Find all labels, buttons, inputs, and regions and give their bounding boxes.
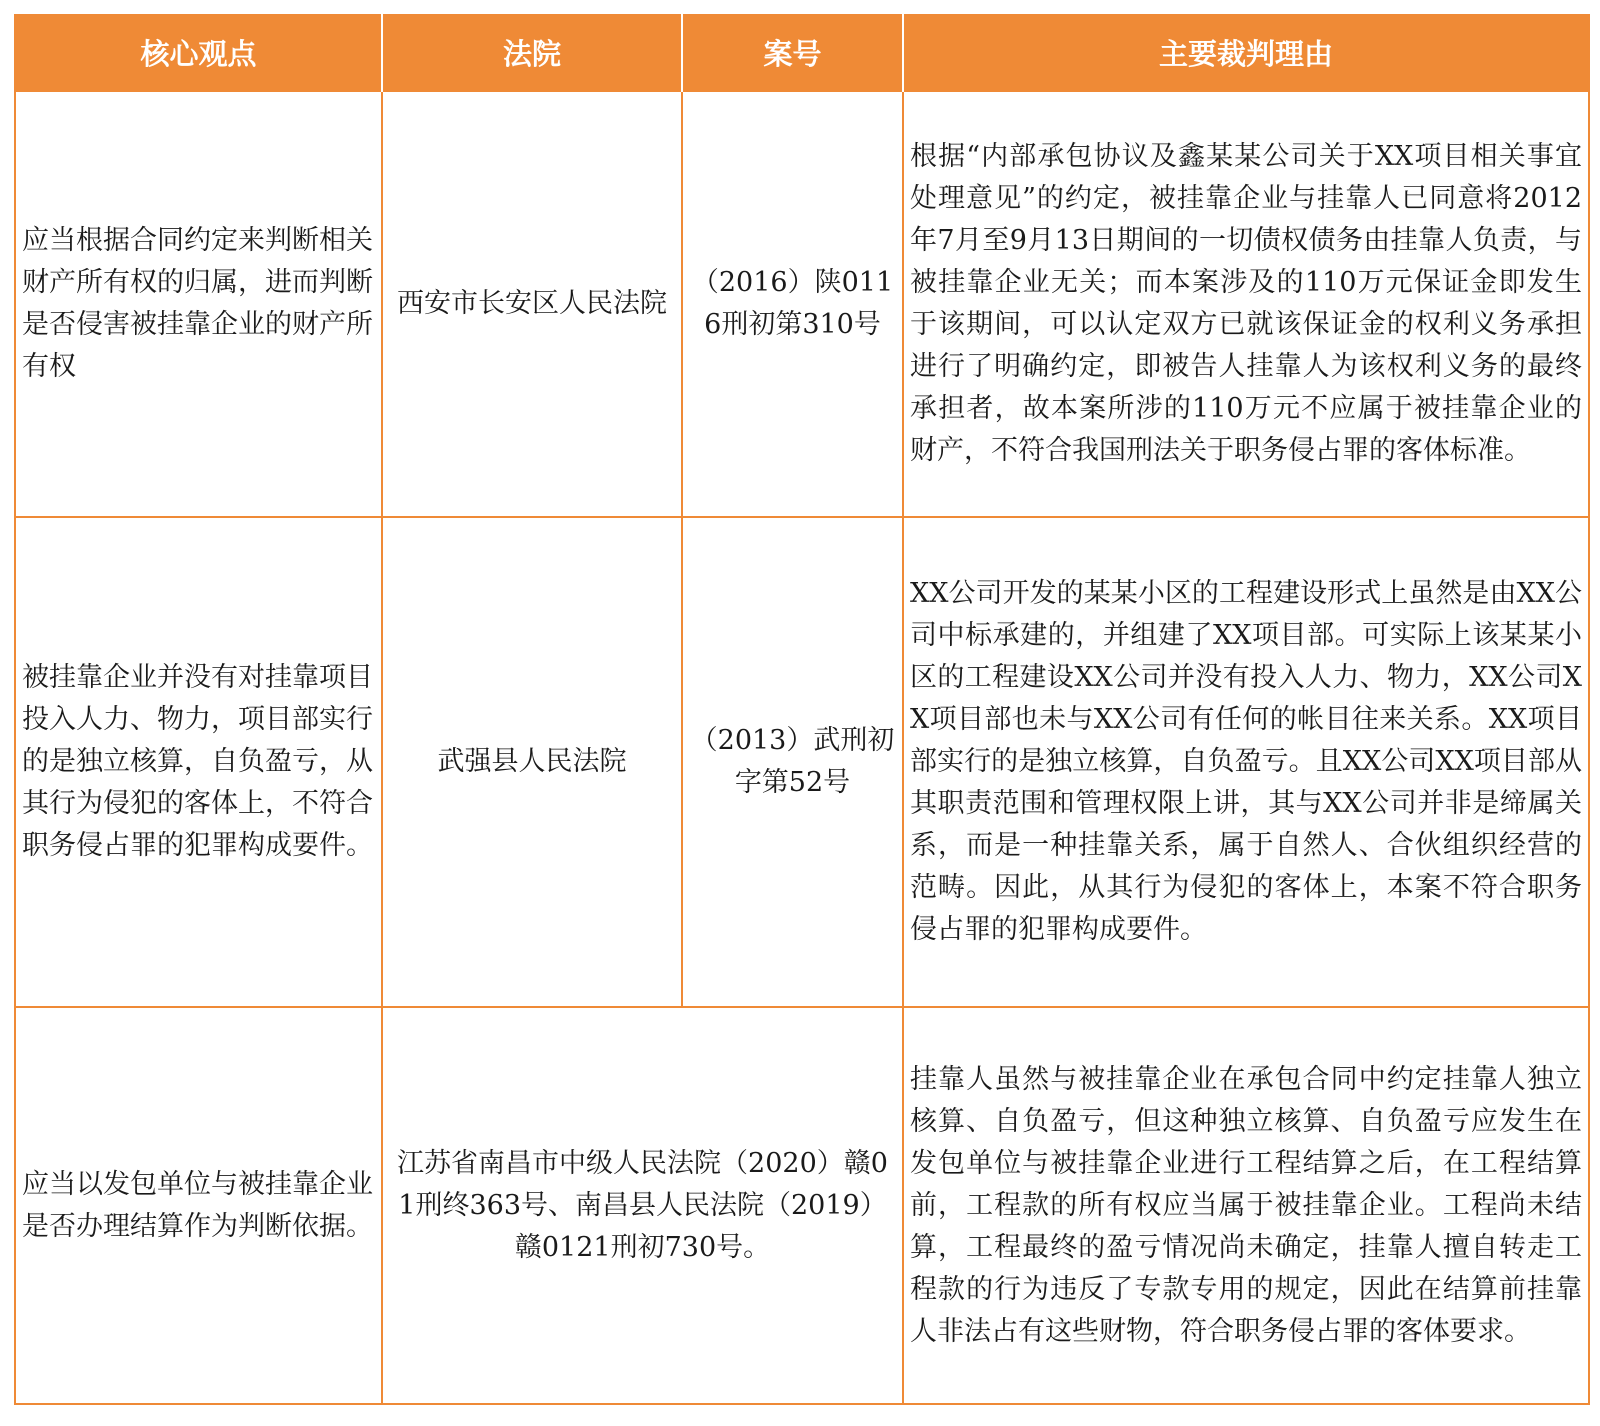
- table-row: [15, 517, 1589, 1007]
- table-row: [15, 1007, 1589, 1404]
- cell-viewpoint: 被挂靠企业并没有对挂靠项目投入人力、物力，项目部实行的是独立核算，自负盈亏，从其行为侵犯的客体上，不符合职务侵占罪的犯罪构成要件。: [15, 517, 382, 1007]
- cell-reason: 根据“内部承包协议及鑫某某公司关于XX项目相关事宜处理意见”的约定，被挂靠企业与挂靠人已同意将2012年7月至9月13日期间的一切债权债务由挂靠人负责，与被挂靠企业无关；而本案涉及的110万元保证金即发生于该期间，可以认定双方已就该保证金的权利义务承担进行了明确约定，即被告人挂靠人为该权利义务的最终承担者，故本案所涉的110万元不应属于被挂靠企业的财产，不符合我国刑法关于职务侵占罪的客体标准。: [903, 91, 1589, 517]
- cell-reason: XX公司开发的某某小区的工程建设形式上虽然是由XX公司中标承建的，并组建了XX项目部。可实际上该某某小区的工程建设XX公司并没有投入人力、物力，XX公司XX项目部也未与XX公司有任何的帐目往来关系。XX项目部实行的是独立核算，自负盈亏。且XX公司XX项目部从其职责范围和管理权限上讲，其与XX公司并非是缔属关系，而是一种挂靠关系，属于自然人、合伙组织经营的范畴。因此，从其行为侵犯的客体上，本案不符合职务侵占罪的犯罪构成要件。: [903, 517, 1589, 1007]
- cell-reason: 挂靠人虽然与被挂靠企业在承包合同中约定挂靠人独立核算、自负盈亏，但这种独立核算、自负盈亏应发生在发包单位与被挂靠企业进行工程结算之后，在工程结算前，工程款的所有权应当属于被挂靠企业。工程尚未结算，工程最终的盈亏情况尚未确定，挂靠人擅自转走工程款的行为违反了专款专用的规定，因此在结算前挂靠人非法占有这些财物，符合职务侵占罪的客体要求。: [903, 1007, 1589, 1404]
- header-court: 法院: [382, 14, 682, 91]
- case-table: [14, 14, 1590, 1405]
- cell-viewpoint: 应当以发包单位与被挂靠企业是否办理结算作为判断依据。: [15, 1007, 382, 1404]
- header-reason: 主要裁判理由: [903, 14, 1589, 91]
- cell-court: 西安市长安区人民法院: [382, 91, 682, 517]
- header-case-number: 案号: [682, 14, 903, 91]
- cell-viewpoint: 应当根据合同约定来判断相关财产所有权的归属，进而判断是否侵害被挂靠企业的财产所有权: [15, 91, 382, 517]
- cell-court-and-case-number: 江苏省南昌市中级人民法院（2020）赣01刑终363号、南昌县人民法院（2019）赣0121刑初730号。: [382, 1007, 903, 1404]
- cell-court: 武强县人民法院: [382, 517, 682, 1007]
- header-viewpoint: 核心观点: [15, 14, 382, 91]
- cell-case-number: （2016）陕0116刑初第310号: [682, 91, 903, 517]
- table-header-row: [15, 14, 1589, 91]
- cell-case-number: （2013）武刑初字第52号: [682, 517, 903, 1007]
- table-row: [15, 91, 1589, 517]
